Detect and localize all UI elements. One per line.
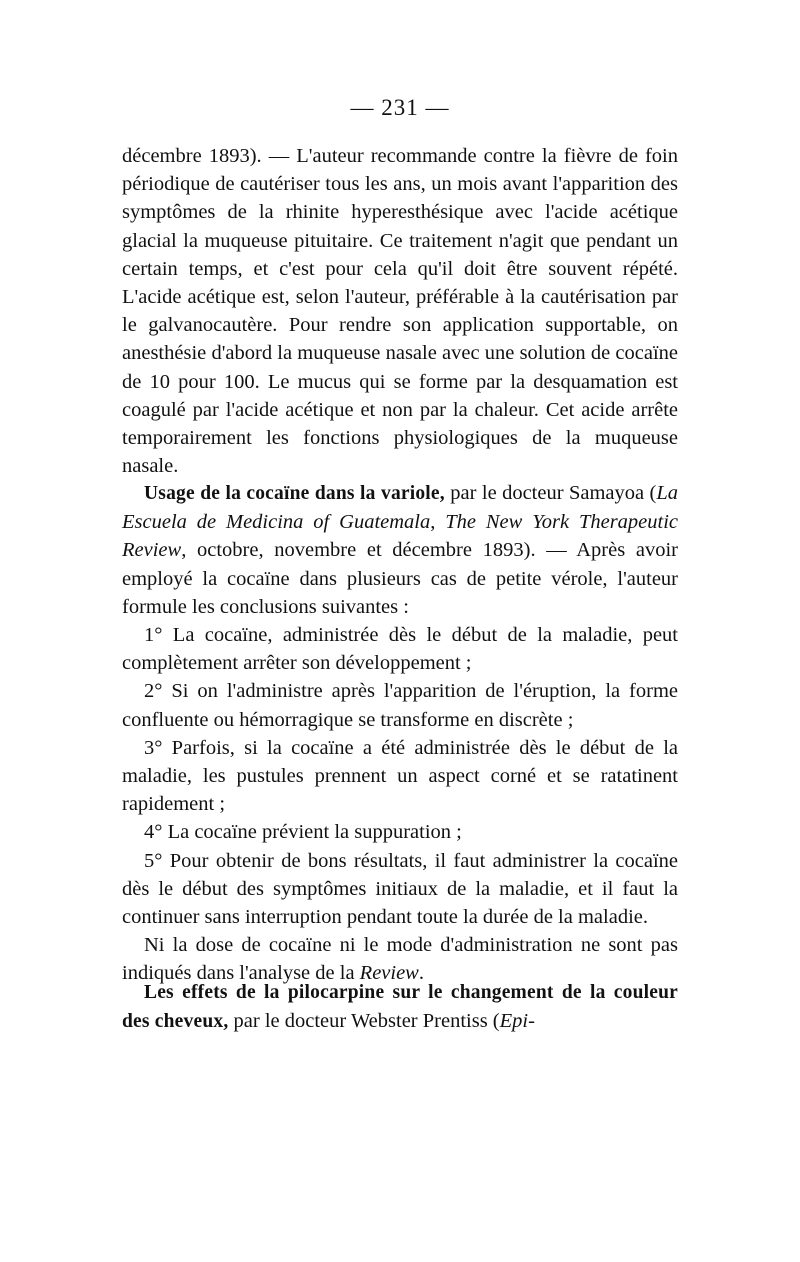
conclusion-item-5: 5° Pour obtenir de bons résultats, il faut administrer la cocaïne dès le début des symptômes initiaux de la maladie, et il faut la continuer sans interruption pendant toute la durée de la maladie. (122, 849, 678, 929)
paragraph-cocaine-intro (122, 479, 678, 621)
author-prentiss: par le docteur Webster Prentiss ( (228, 1010, 500, 1033)
closing-text: Ni la dose de cocaïne ni le mode d'administration ne sont pas indiqués dans l'analyse de la (122, 934, 678, 985)
author-samayoa: par le docteur Samayoa ( (444, 482, 657, 504)
closing-source-review: Review (359, 962, 419, 985)
paragraph-pilocarpine (122, 978, 678, 1036)
section-title-cocaine: Usage de la cocaïne dans la variole, (144, 483, 445, 504)
closing-end: . (418, 962, 424, 985)
conclusion-item-2: 2° Si on l'administre après l'apparition de l'éruption, la forme confluente ou hémorragique se transforme en discrète ; (122, 680, 678, 731)
page-number: — 231 — (350, 95, 450, 120)
section-cocaine-variole (122, 479, 678, 988)
conclusion-item-1: 1° La cocaïne, administrée dès le début de la maladie, peut complètement arrêter son développement ; (122, 624, 678, 675)
section-pilocarpine (122, 978, 678, 1036)
paragraph-hay-fever: décembre 1893). — L'auteur recommande contre la fièvre de foin périodique de cautériser tous les ans, un mois avant l'apparition des symptômes de la rhinite hyperesthésique avec l'acide acétique glacial la muqueuse pituitaire. Ce traitement n'agit que pendant un certain temps, et c'est pour cela qu'il doit être souvent répété. L'acide acétique est, selon l'auteur, préférable à la cautérisation par le galvanocautère. Pour rendre son application supportable, on anesthésie d'abord la muqueuse nasale avec une solution de cocaïne de 10 pour 100. Le mucus qui se forme par la desquamation est coagulé par l'acide acétique et non par la chaleur. Cet acide arrête temporairement les fonctions physiologiques de la muqueuse nasale. (122, 145, 678, 478)
source-separator: , (430, 511, 446, 534)
conclusion-item-3: 3° Parfois, si la cocaïne a été administrée dès le début de la maladie, les pustules prennent un aspect corné et se ratatinent rapidement ; (122, 736, 678, 816)
conclusion-item-4: 4° La cocaïne prévient la suppuration ; (144, 821, 462, 844)
source-escuela: La Escuela de Medicina of Guatemala (122, 482, 679, 534)
source-epi: Epi- (499, 1010, 535, 1033)
date-and-intro: , octobre, novembre et décembre 1893). — Après avoir employé la cocaïne dans plusieurs cas de petite vérole, l'auteur formule les conclusions suivantes : (122, 539, 678, 618)
section-hay-fever (122, 142, 678, 480)
section-title-pilocarpine: Les effets de la pilocarpine sur le changement de la couleur des cheveux, (122, 982, 678, 1033)
source-ny-review: The New York Therapeutic Review (122, 511, 679, 562)
